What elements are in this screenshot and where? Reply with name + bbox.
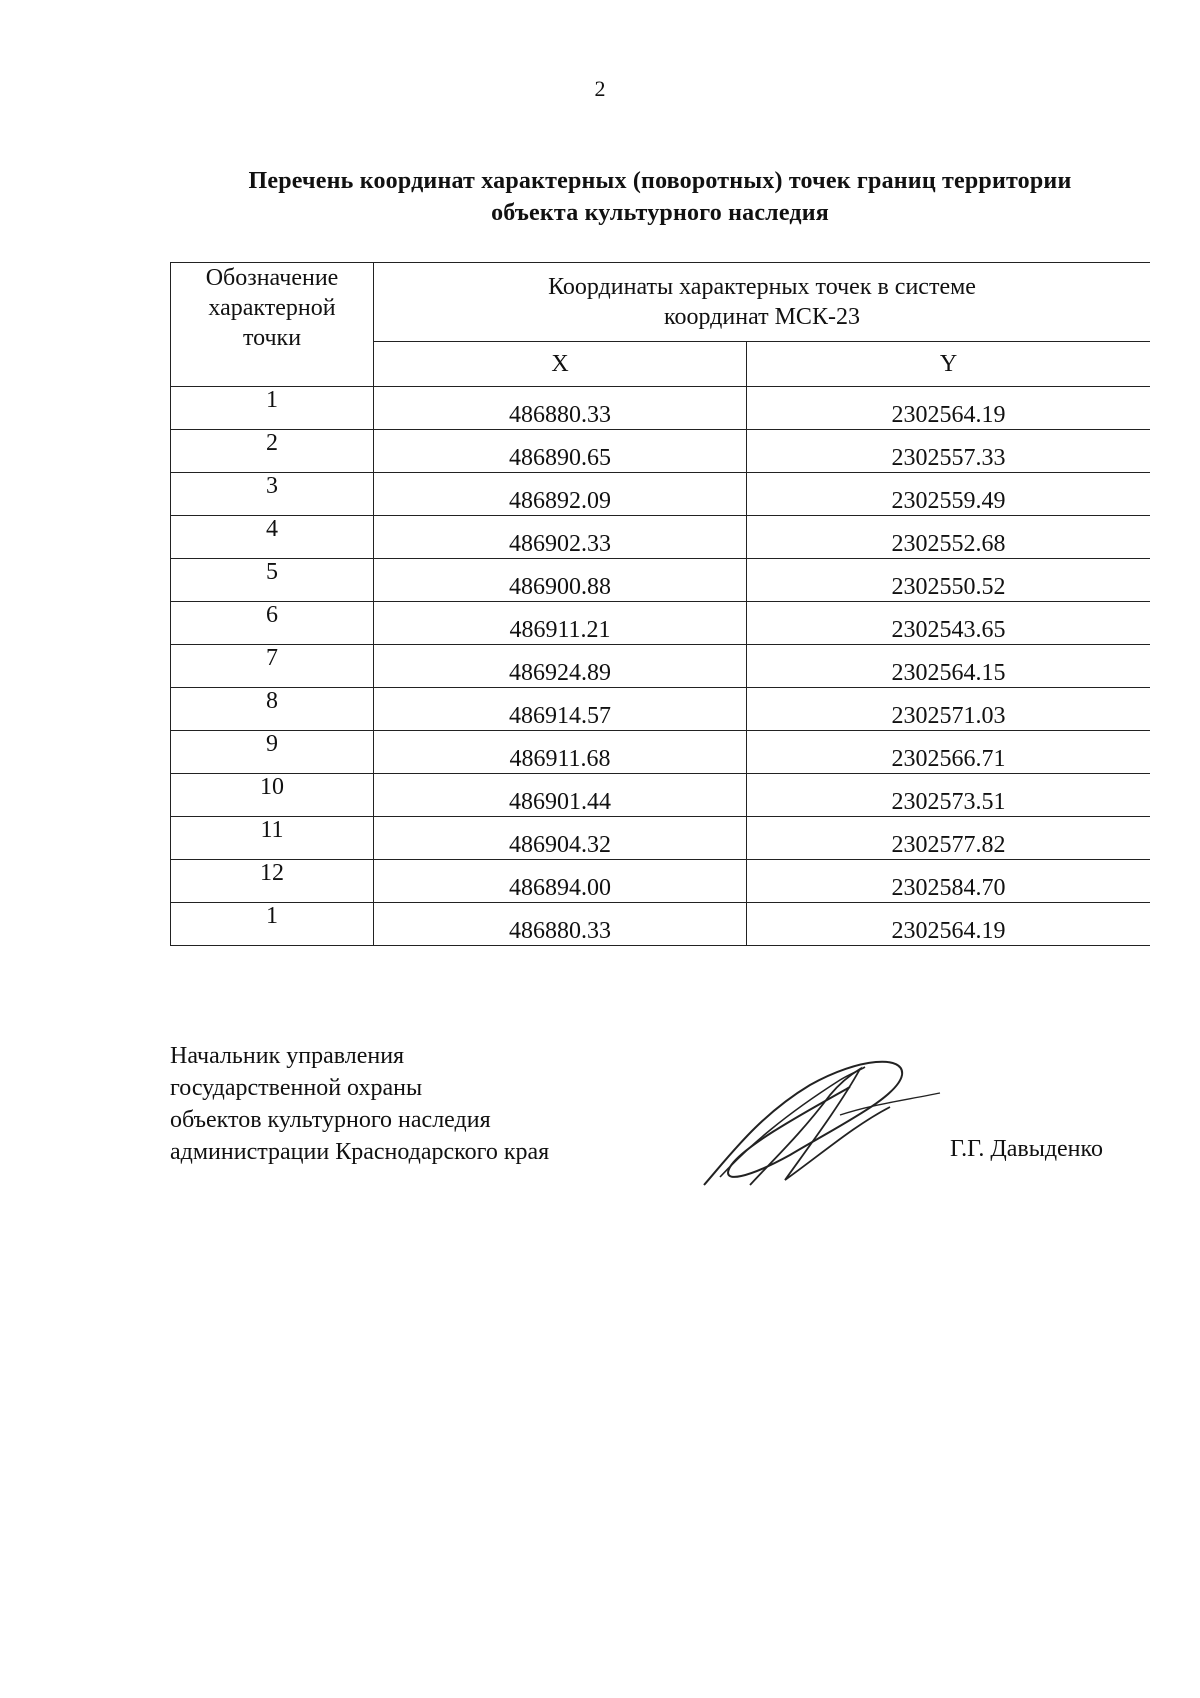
cell-y: 2302564.19	[747, 387, 1151, 430]
cell-point: 2	[171, 430, 374, 473]
cell-point: 9	[171, 731, 374, 774]
table-row	[171, 645, 1151, 688]
cell-x: 486900.88	[374, 559, 747, 602]
cell-y: 2302550.52	[747, 559, 1151, 602]
table-row	[171, 473, 1151, 516]
header-y: Y	[747, 342, 1151, 387]
table-row	[171, 430, 1151, 473]
cell-point: 8	[171, 688, 374, 731]
cell-point: 5	[171, 559, 374, 602]
table-row	[171, 860, 1151, 903]
cell-x: 486902.33	[374, 516, 747, 559]
cell-point: 3	[171, 473, 374, 516]
cell-y: 2302566.71	[747, 731, 1151, 774]
title-line-2: объекта культурного наследия	[491, 200, 829, 226]
cell-point: 1	[171, 903, 374, 946]
cell-x: 486892.09	[374, 473, 747, 516]
cell-point: 1	[171, 387, 374, 430]
cell-x: 486911.68	[374, 731, 747, 774]
cell-y: 2302552.68	[747, 516, 1151, 559]
cell-y: 2302573.51	[747, 774, 1151, 817]
cell-x: 486880.33	[374, 903, 747, 946]
title-line-1: Перечень координат характерных (поворотных) точек границ территории	[248, 168, 1072, 194]
handwritten-signature	[690, 1045, 950, 1195]
header-point-designation: Обозначение характерной точки	[171, 263, 374, 387]
cell-y: 2302571.03	[747, 688, 1151, 731]
cell-point: 7	[171, 645, 374, 688]
table-row	[171, 903, 1151, 946]
signatory-position: Начальник управления государственной охраны объектов культурного наследия администрации Краснодарского края	[170, 1043, 550, 1165]
cell-x: 486914.57	[374, 688, 747, 731]
document-title	[160, 165, 1160, 229]
cell-y: 2302543.65	[747, 602, 1151, 645]
header-coordinate-system: Координаты характерных точек в системе координат МСК-23	[374, 263, 1151, 342]
cell-x: 486901.44	[374, 774, 747, 817]
table-row	[171, 516, 1151, 559]
table-row	[171, 387, 1151, 430]
cell-x: 486880.33	[374, 387, 747, 430]
table-row	[171, 688, 1151, 731]
cell-x: 486924.89	[374, 645, 747, 688]
cell-x: 486911.21	[374, 602, 747, 645]
cell-point: 10	[171, 774, 374, 817]
cell-y: 2302584.70	[747, 860, 1151, 903]
cell-point: 12	[171, 860, 374, 903]
cell-y: 2302559.49	[747, 473, 1151, 516]
coordinates-table	[170, 262, 1150, 946]
header-x: X	[374, 342, 747, 387]
cell-point: 11	[171, 817, 374, 860]
signatory-name: Г.Г. Давыденко	[950, 1136, 1103, 1162]
cell-x: 486904.32	[374, 817, 747, 860]
cell-y: 2302564.15	[747, 645, 1151, 688]
cell-y: 2302564.19	[747, 903, 1151, 946]
table-row	[171, 602, 1151, 645]
table-row	[171, 817, 1151, 860]
cell-x: 486894.00	[374, 860, 747, 903]
table-row	[171, 731, 1151, 774]
cell-y: 2302577.82	[747, 817, 1151, 860]
page-number: 2	[594, 76, 606, 101]
cell-y: 2302557.33	[747, 430, 1151, 473]
cell-point: 6	[171, 602, 374, 645]
table-row	[171, 774, 1151, 817]
cell-x: 486890.65	[374, 430, 747, 473]
table-row	[171, 559, 1151, 602]
cell-point: 4	[171, 516, 374, 559]
